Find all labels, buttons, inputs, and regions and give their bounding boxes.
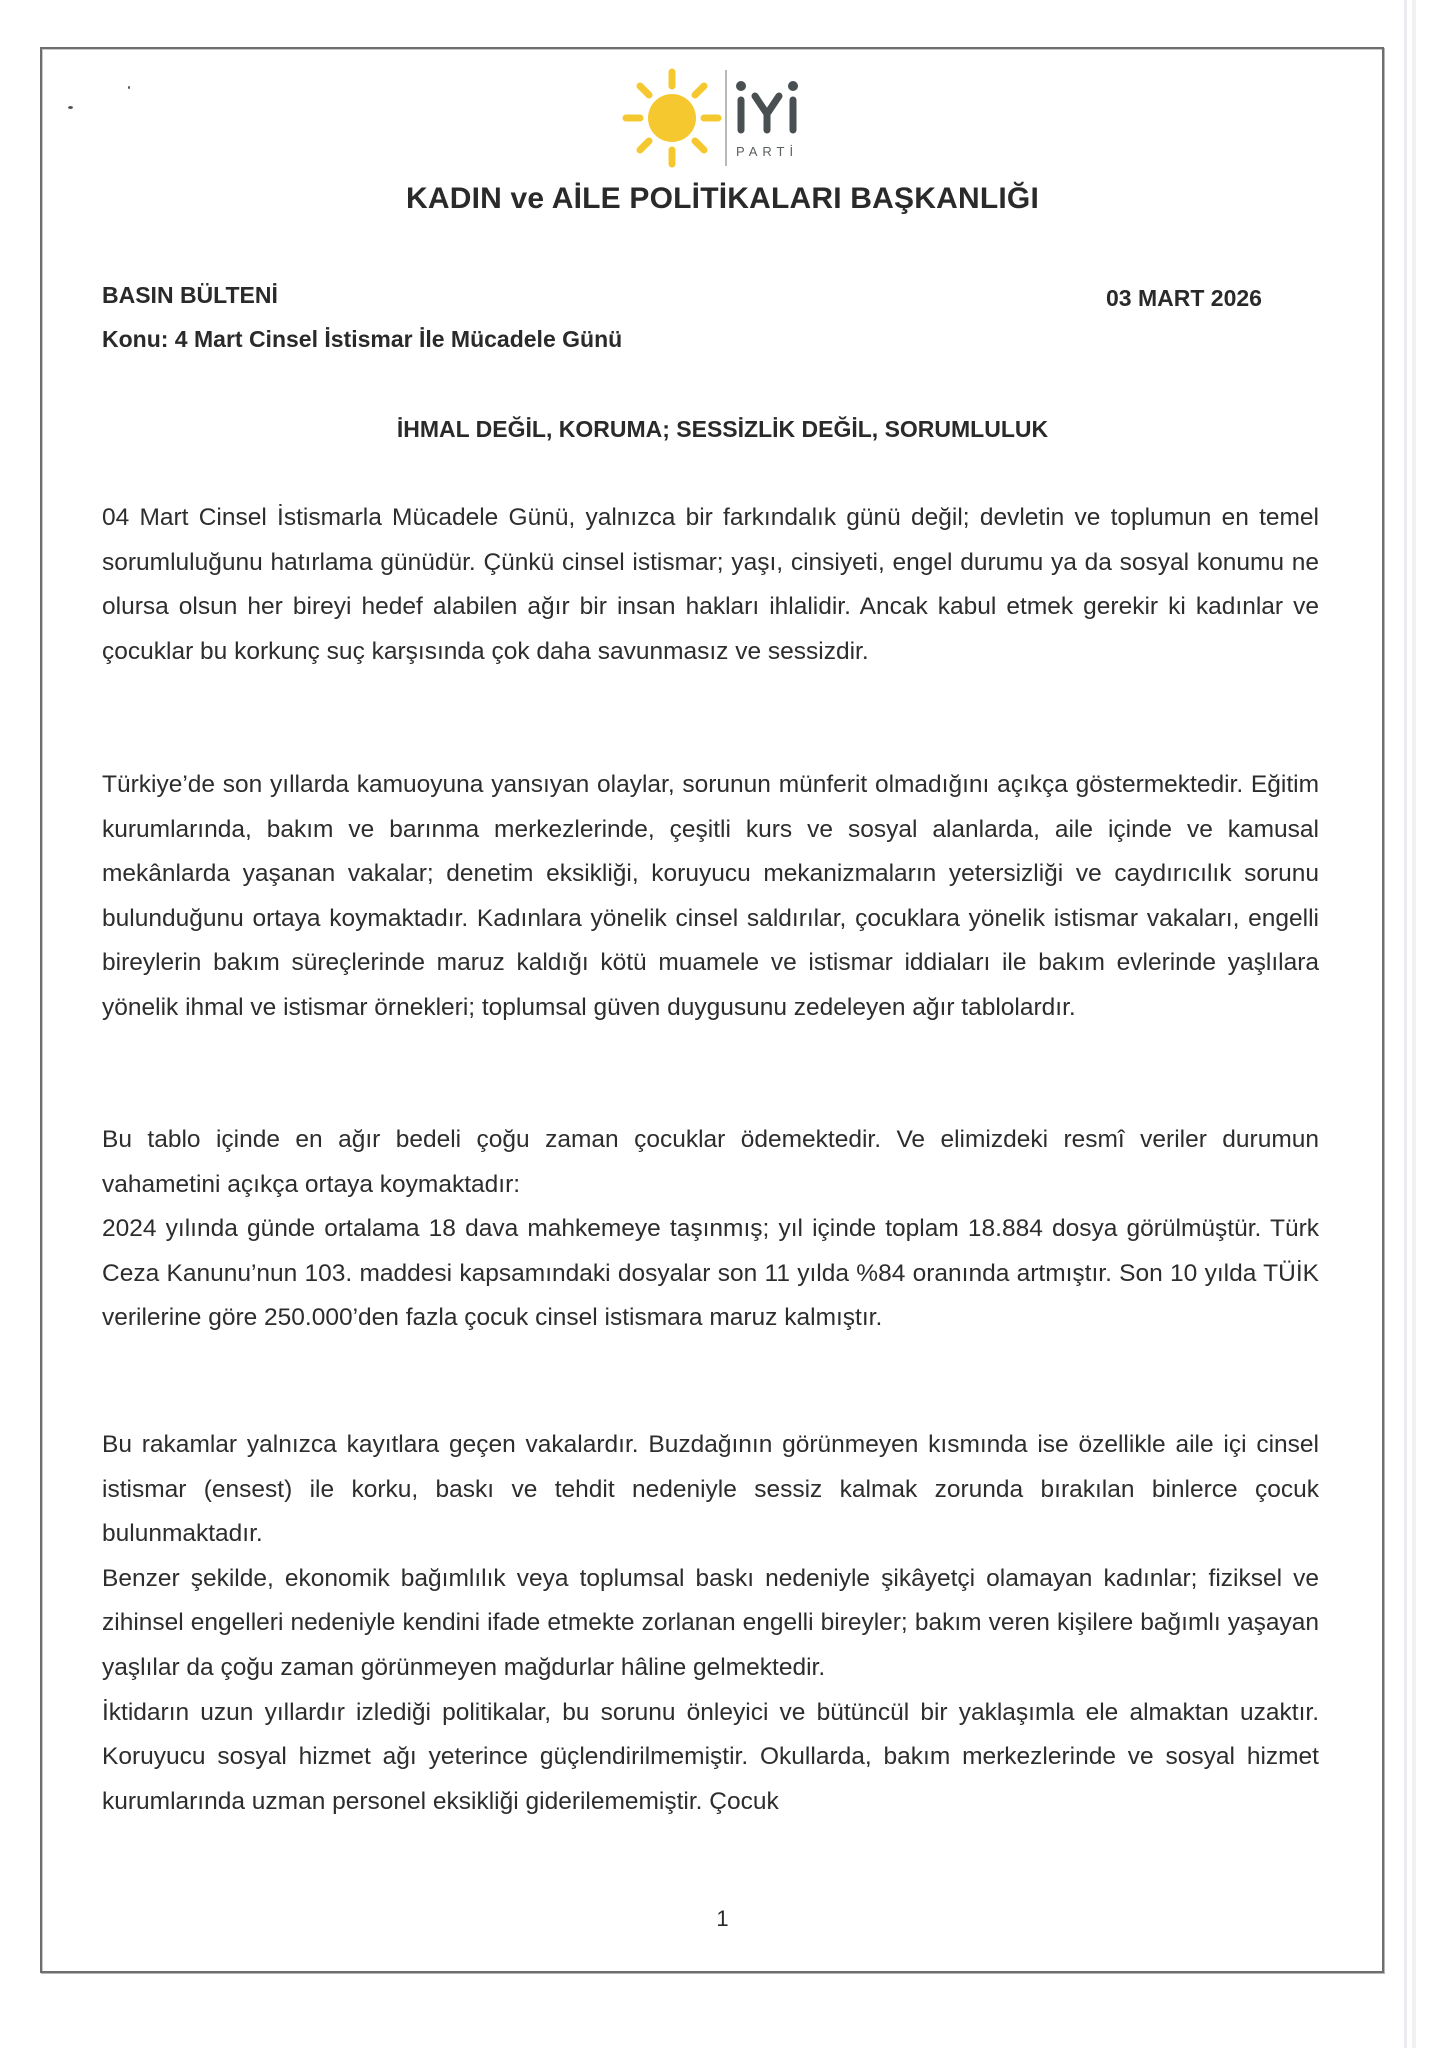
release-date: 03 MART 2026 — [1106, 285, 1262, 311]
subject-line: Konu: 4 Mart Cinsel İstismar İle Mücadele Günü — [102, 326, 623, 352]
scan-speck — [128, 86, 130, 89]
sun-icon — [620, 66, 820, 176]
scan-artifact-line — [1412, 0, 1416, 2048]
party-logo — [620, 66, 820, 176]
paragraph-statistics — [102, 1118, 1319, 1341]
paragraph-incidents — [102, 763, 1319, 1031]
paragraph: Bu tablo içinde en ağır bedeli çoğu zaman çocuklar ödemektedir. Ve elimizdeki resmî veriler durumun vahametini açıkça ortaya koymaktadır: — [102, 1126, 1319, 1198]
paragraph: İktidarın uzun yıllardır izlediği politikalar, bu sorunu önleyici ve bütüncül bir yaklaşımla ele almaktan uzaktır. Koruyucu sosyal hizmet ağı yeterince güçlendirilmemiştir. Okullarda, bakım merkezlerinde ve sosyal hizmet kurumlarında uzman personel eksikliği giderilememiştir. Çocuk — [102, 1698, 1319, 1815]
paragraph-intro — [102, 496, 1319, 674]
paragraph: 2024 yılında günde ortalama 18 dava mahkemeye taşınmış; yıl içinde toplam 18.884 dosya görülmüştür. Türk Ceza Kanunu’nun 103. maddesi kapsamındaki dosyalar son 11 yılda %84 oranında artmıştır. Son 10 yılda TÜİK verilerine göre 250.000’den fazla çocuk cinsel istismara maruz kalmıştır. — [102, 1215, 1319, 1332]
paragraph: 04 Mart Cinsel İstismarla Mücadele Günü, yalnızca bir farkındalık günü değil; devletin ve toplumun en temel sorumluluğunu hatırlama günüdür. Çünkü cinsel istismar; yaşı, cinsiyeti, engel durumu ya da sosyal konumu ne olursa olsun her bireyi hedef alabilen ağır bir insan hakları ihlalidir. Ancak kabul etmek gerekir ki kadınlar ve çocuklar bu korkunç suç karşısında çok daha savunmasız ve sessizdir. — [102, 504, 1319, 665]
paragraph: Türkiye’de son yıllarda kamuoyuna yansıyan olaylar, sorunun münferit olmadığını açıkça göstermektedir. Eğitim kurumlarında, bakım ve barınma merkezlerinde, çeşitli kurs ve sosyal alanlarda, aile içinde ve kamusal mekânlarda yaşanan vakalar; denetim eksikliği, koruyucu mekanizmaların yetersizliği ve caydırıcılık sorunu bulunduğunu ortaya koymaktadır. Kadınlara yönelik cinsel saldırılar, çocuklara yönelik istismar vakaları, engelli bireylerin bakım süreçlerinde maruz kaldığı kötü muamele ve istismar iddiaları ile bakım evlerinde yaşlılara yönelik ihmal ve istismar örnekleri; toplumsal güven duygusunu zedeleyen ağır tablolardır. — [102, 771, 1319, 1021]
paragraph-hidden-victims — [102, 1423, 1319, 1824]
logo-subtitle: PARTİ — [736, 144, 799, 159]
press-release-label: BASIN BÜLTENİ — [102, 282, 278, 308]
scan-speck — [68, 106, 73, 109]
scan-artifact-line — [1404, 0, 1407, 2048]
paragraph: Benzer şekilde, ekonomik bağımlılık veya toplumsal baskı nedeniyle şikâyetçi olamayan kadınlar; fiziksel ve zihinsel engelleri nedeniyle kendini ifade etmekte zorlanan engelli bireyler; bakım veren kişilere bağımlı yaşayan yaşlılar da çoğu zaman görünmeyen mağdurlar hâline gelmektedir. — [102, 1564, 1319, 1681]
headline: İHMAL DEĞİL, KORUMA; SESSİZLİK DEĞİL, SORUMLULUK — [396, 416, 1049, 442]
page-number: 1 — [716, 1906, 729, 1931]
paragraph: Bu rakamlar yalnızca kayıtlara geçen vakalardır. Buzdağının görünmeyen kısmında ise özellikle aile içi cinsel istismar (ensest) ile korku, baskı ve tehdit nedeniyle sessiz kalmak zorunda bırakılan binlerce çocuk bulunmaktadır. — [102, 1431, 1319, 1548]
department-title: KADIN ve AİLE POLİTİKALARI BAŞKANLIĞI — [406, 182, 1039, 215]
